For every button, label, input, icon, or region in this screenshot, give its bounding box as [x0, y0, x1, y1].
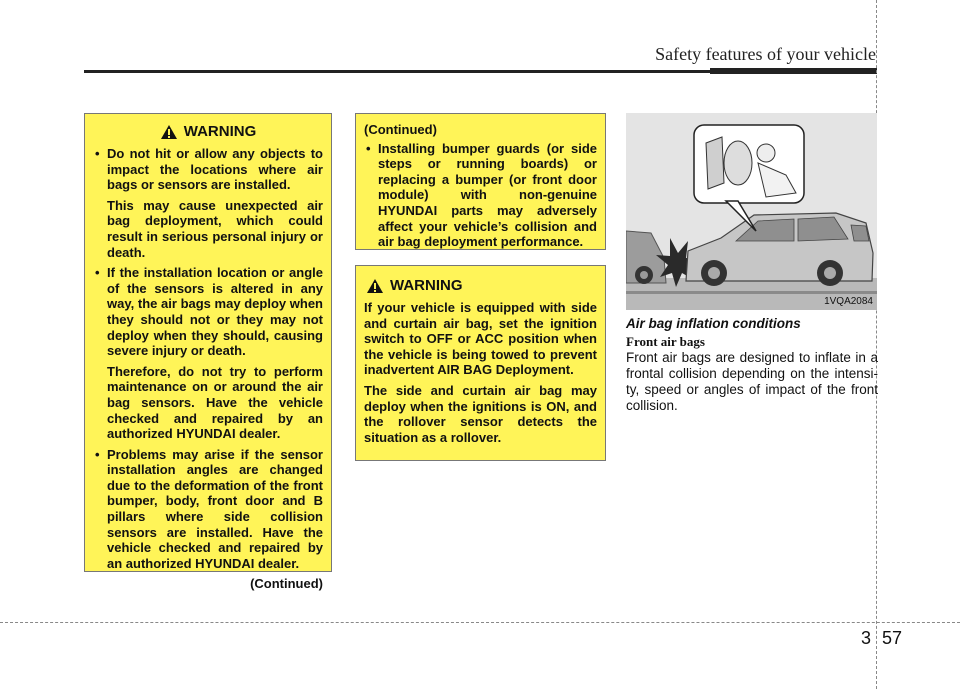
section-subheading: Front air bags — [626, 334, 705, 349]
warning-subparagraph: This may cause unexpected air bag deployment, which could result in serious personal injury or death. — [107, 197, 323, 260]
continued-list — [364, 141, 597, 250]
warning-box-sensors — [84, 113, 332, 592]
warning-list — [93, 146, 323, 193]
header-rule-accent — [710, 68, 877, 74]
chapter-number: 3 — [861, 628, 872, 648]
section-heading: Air bag inflation conditions — [626, 316, 801, 331]
warning-triangle-icon — [160, 124, 178, 140]
continued-box — [355, 113, 606, 250]
figure-code: 1VQA2084 — [824, 296, 873, 307]
warning-paragraph: If your vehicle is equipped with side and curtain air bag, set the ignition switch to OFF or ACC position when the vehicle is being towed to prevent inadvertent AIR BAG Deployment. — [364, 300, 597, 378]
warning-heading — [366, 278, 597, 294]
warning-bullet: • Do not hit or allow any objects to impact the locations where air bags or sensors are installed. — [93, 146, 323, 193]
warning-subparagraph: Therefore, do not try to perform maintenance on or around the air bag sensors. Have the vehicle checked and repaired by an authorized HYUNDAI dealer. — [107, 363, 323, 442]
warning-triangle-icon — [366, 278, 384, 294]
airbag-collision-illustration — [626, 113, 877, 310]
continued-bullet: • Installing bumper guards (or side steps or running boards) or replacing a bumper (or front door module) with non-genuine HYUNDAI parts may adversely affect your vehicle’s collision and air bag deployment performance. — [364, 141, 597, 250]
crop-line-horizontal — [0, 622, 960, 623]
page-number: 57 — [882, 628, 903, 648]
page-header-title: Safety features of your vehicle — [655, 44, 876, 64]
warning-bullet: • If the installation location or angle of the sensors is altered in any way, the air bags may deploy when they should not or they may not deploy when they should, causing severe injury or death. — [93, 265, 323, 359]
warning-heading — [93, 124, 323, 140]
continued-heading: (Continued) — [364, 122, 437, 137]
warning-list — [93, 447, 323, 572]
warning-title: WARNING — [183, 123, 257, 141]
collision-drawing — [626, 113, 877, 310]
warning-title: WARNING — [390, 277, 463, 295]
warning-list — [93, 265, 323, 359]
crop-line-vertical — [876, 0, 877, 689]
warning-paragraph: The side and curtain air bag may deploy when the ignitions is ON, and the rollover sensor detects the situation as a rollover. — [364, 382, 597, 445]
warning-bullet: • Problems may arise if the sensor installation angles are changed due to the deformation of the front bumper, body, front door and B pillars where side collision sensors are installed. Have the vehicle checked and repaired by an authorized HYUNDAI dealer. — [93, 447, 323, 572]
section-body: Front air bags are designed to inflate in a frontal collision depending on the intensi- ty, speed or angles of impact of the front collision. — [626, 350, 878, 413]
continued-label: (Continued) — [250, 576, 323, 592]
warning-box-towing — [355, 265, 606, 461]
